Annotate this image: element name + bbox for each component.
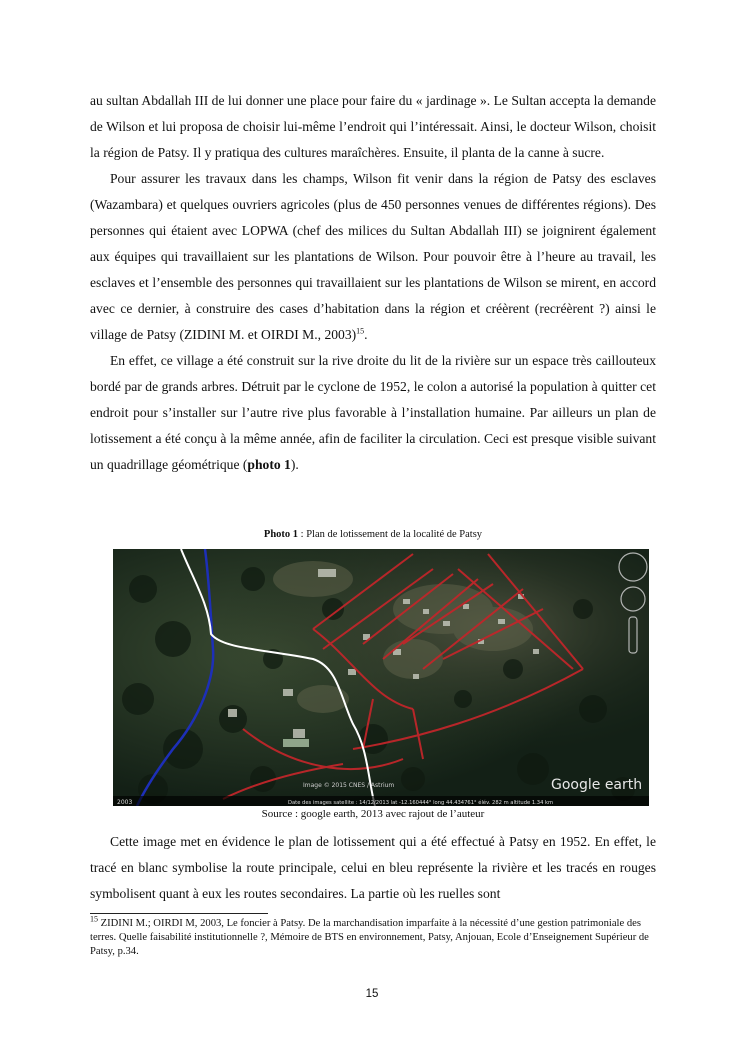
body-text-top [90,88,656,478]
footnote [90,914,656,959]
paragraph-3-text: En effet, ce village a été construit sur la rive droite du lit de la rivière sur un espace très caillouteux bordé par de grands arbres. Détruit par le cyclone de 1952, le colon a autorisé la population à quitter cet endroit pour s’installer sur l’autre rive plus favorable à l’installation humaine. Par ailleurs un plan de lotissement a été conçu à la même année, afin de faciliter la circulation. Ceci est presque visible suivant un quadrillage géométrique ( [90,353,656,472]
satellite-photo [113,549,649,806]
paragraph-3 [90,348,656,478]
page-number: 15 [365,988,379,1000]
footnote-text: ZIDINI M.; OIRDI M, 2003, Le foncier à Patsy. De la marchandisation imparfaite à la nécessité d’une gestion patrimoniale des terres. Quelle faisabilité institutionnelle ?, Mémoire de BTS en environnement, Patsy, Anjouan, Ecole d’Enseignement Supérieur de Patsy, p.34. [90,918,649,957]
footnote-number: 15 [90,914,98,924]
paragraph-2-text: Pour assurer les travaux dans les champs, Wilson fit venir dans la région de Patsy des esclaves (Wazambara) et quelques ouvriers agricoles (plus de 450 personnes venues de différentes régions). Des personnes qui étaient avec LOPWA (chef des milices du Sultan Abdallah III) se joignirent également aux équipes qui travaillaient sur les plantations de Wilson. Pour pouvoir être à l’heure au travail, les esclaves et l’ensemble des personnes qui travaillaient sur les plantations de Wilson se mirent, en accord avec ce dernier, à construire des cases d’habitation dans la région et créèrent (recréèrent ?) ainsi le village de Patsy (ZIDINI M. et OIRDI M., 2003) [90,171,656,342]
imagery-credit: Image © 2015 CNES / Astrium [303,782,395,789]
green-roof [283,739,309,747]
paragraph-2 [90,166,656,348]
figure-source: Source : google earth, 2013 avec rajout de l’auteur [261,808,485,820]
footnote-reference[interactable]: 15 [356,326,365,336]
paragraph-2-end: . [364,327,368,342]
year-badge: 2003 [117,799,133,806]
caption-label: Photo 1 [263,529,299,540]
paragraph-1-text: au sultan Abdallah III de lui donner une place pour faire du « jardinage ». Le Sultan accepta la demande de Wilson et lui proposa de choisir lui-même l’endroit qui l’intéressait. Ainsi, le docteur Wilson, choisit la région de Patsy. Il y pratiqua des cultures maraîchères. Ensuite, il planta de la canne à sucre. [90,93,656,160]
google-earth-logo: Google earth [551,777,643,793]
body-text-bottom [90,829,656,907]
caption-text: : Plan de lotissement de la localité de Patsy [298,529,483,540]
footnote-separator [90,913,268,914]
figure-caption [90,528,656,542]
paragraph-4-text: Cette image met en évidence le plan de lotissement qui a été effectué à Patsy en 1952. En effet, le tracé en blanc symbolise la route principale, celui en bleu représente la rivière et les tracés en rouges symbolisent quant à eux les routes secondaires. La partie où les ruelles sont [90,834,656,901]
paragraph-3-end: ). [290,457,299,472]
photo-reference: photo 1 [247,457,291,472]
status-bar-text: Date des images satellite : 14/12/2013 lat -12.160444° long 44.434761° élév. 282 m altitude 1.34 km [288,800,554,806]
paragraph-4 [90,829,656,907]
paragraph-1 [90,88,656,166]
